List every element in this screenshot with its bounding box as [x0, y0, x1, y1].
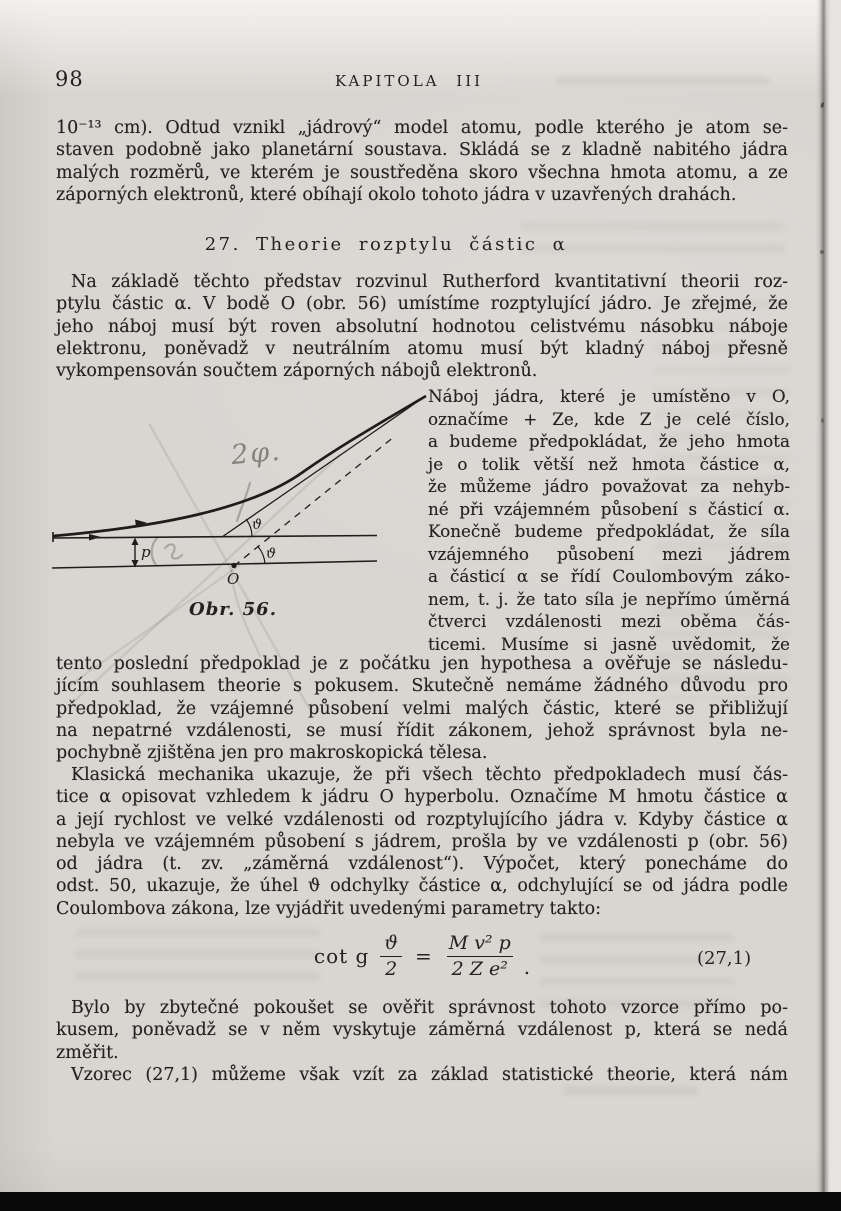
equation-number: (27,1)	[697, 948, 752, 969]
text-line: ticemi. Musíme si jasně uvědomit, že	[428, 634, 790, 655]
text-line: staven podobně jako planetární soustava. Skládá se z kladně nabitého jádra	[56, 140, 788, 161]
impact-parameter-label: p	[141, 543, 151, 561]
paragraph-continued-from-previous-page	[56, 117, 788, 206]
rhs-fraction	[444, 931, 516, 981]
text-line: Klasická mechanika ukazuje, že při všech těchto předpokladech musí čás-	[71, 765, 788, 785]
direction-arrowhead	[89, 534, 101, 541]
text-line: vykompensován součtem záporných nábojů elektronů.	[56, 361, 538, 382]
pencil-parenthesis-mark	[152, 538, 157, 565]
lhs-fraction	[379, 931, 403, 981]
figure-caption: Obr. 56.	[189, 599, 277, 620]
text-line: od jádra (t. zv. „záměrná vzdálenost“). Výpočet, který ponecháme do	[56, 854, 788, 875]
scanner-background-strip	[0, 1192, 841, 1211]
text-line: že můžeme jádro považovat za nehyb-	[428, 476, 790, 497]
text-line: tento poslední předpoklad je z počátku jen hypothesa a ověřuje se následu-	[56, 654, 788, 674]
text-line: jícím souhlasem theorie s pokusem. Skutečně nemáme žádného důvodu pro	[56, 676, 788, 697]
text-line: pochybně zjištěna jen pro makroskopická tělesa.	[56, 743, 488, 764]
page-number: 98	[55, 67, 84, 91]
lhs-numerator: ϑ	[384, 932, 398, 954]
text-line: nem, t. j. že tato síla je nepřímo úměrná	[428, 588, 790, 609]
text-line: Bylo by zbytečné pokoušet se ověřit správnost tohoto vzorce přímo po-	[71, 998, 788, 1018]
page-crease-shadow	[816, 0, 830, 1211]
rhs-denominator: 2 Z e²	[447, 956, 513, 982]
text-line: Náboj jádra, které je umístěno v O,	[428, 386, 790, 406]
text-line: Coulombova zákona, lze vyjádřit uvedenými parametry takto:	[56, 898, 602, 919]
incident-asymptote-line	[53, 536, 377, 539]
text-line: 10⁻¹³ cm). Odtud vznikl „jádrový“ model atomu, podle kterého je atom se-	[56, 118, 788, 138]
text-line: né při vzájemném působení s částicí α.	[428, 498, 790, 519]
text-line: na nepatrné vzdálenosti, se musí řídit zákonem, jehož správnost byla ne-	[56, 721, 788, 742]
text-line: tice α opisovat vzhledem k jádru O hyperbolu. Označíme M hmotu částice α	[56, 787, 788, 808]
text-line: jeho náboj musí být roven absolutní hodnotou celistvému násobku náboje	[56, 316, 788, 337]
text-line: nebyla ve vzájemném působení s jádrem, prošla by ve vzdálenosti p (obr. 56)	[56, 831, 788, 852]
rhs-numerator: M v² p	[448, 932, 511, 954]
origin-label: O	[227, 570, 240, 588]
theta-label-lower: ϑ	[266, 546, 277, 562]
text-line: Vzorec (27,1) můžeme však vzít za základ statistické theorie, která nám	[71, 1065, 788, 1085]
text-line: označíme + Ze, kde Z je celé číslo,	[428, 408, 790, 429]
theta-label-upper: ϑ	[252, 517, 263, 533]
bleed-through-text	[563, 1086, 698, 1108]
paragraph-rutherford-theory	[56, 271, 788, 383]
handwritten-pencil-annotation: 2φ.	[229, 435, 283, 472]
nucleus-point	[231, 563, 236, 568]
text-line: a její rychlost ve velké vzdálenosti od rozptylujícího jádra v. Kdyby částice α	[56, 809, 788, 830]
arrowhead-up	[132, 538, 139, 546]
text-line: čtverci vzdálenosti mezi oběma čás-	[428, 611, 790, 632]
text-line: záporných elektronů, které obíhají okolo tohoto jádra v uzavřených drahách.	[56, 185, 737, 206]
text-line: ptylu částic α. V bodě O (obr. 56) umístíme rozptylující jádro. Je zřejmé, že	[56, 294, 788, 315]
ink-speck	[821, 418, 824, 423]
section-heading: 27. Theorie rozptylu částic α	[204, 234, 568, 255]
text-line: předpoklad, že vzájemné působení velmi malých částic, které se přibližují	[56, 698, 788, 719]
nucleus-reference-line	[52, 561, 377, 568]
paragraph-wrapped-beside-figure	[428, 385, 790, 656]
paragraph-classical-mechanics	[56, 764, 788, 920]
paragraph-statistical-theory	[56, 1064, 788, 1086]
equals-sign: =	[414, 944, 432, 969]
text-line: Konečně budeme předpokládat, že síla	[428, 521, 790, 542]
text-line: kusem, poněvadž se v něm vyskytuje záměrná vzdálenost p, která se nedá	[56, 1020, 788, 1041]
paragraph-hypothesis	[56, 653, 788, 765]
text-line: změřit.	[56, 1042, 119, 1063]
angle-arc-lower	[258, 546, 266, 564]
text-line: Na základě těchto představ rozvinul Rutherford kvantitativní theorii roz-	[71, 272, 788, 292]
lhs-denominator: 2	[380, 956, 402, 982]
text-line: a budeme předpokládat, že jeho hmota	[428, 431, 790, 452]
equation-27-1	[56, 931, 788, 981]
text-line: malých rozměrů, ve kterém je soustředěna skoro všechna hmota atomu, a ze	[56, 162, 788, 183]
running-head: KAPITOLA III	[334, 72, 484, 90]
text-line: a částicí α se řídí Coulombovým záko-	[428, 566, 790, 587]
ink-speck	[820, 250, 824, 254]
text-line: odst. 50, ukazuje, že úhel ϑ odchylky částice α, odchylující se od jádra podle	[56, 876, 788, 897]
text-line: je o tolik větší než hmota částice α,	[428, 453, 790, 474]
text-line: elektronu, poněvadž v neutrálním atomu musí být kladný náboj přesně	[56, 339, 788, 360]
text-line: vzájemného působení mezi jádrem	[428, 543, 790, 564]
formula-period: .	[523, 955, 531, 980]
paragraph-verification	[56, 997, 788, 1064]
pencil-squiggle-mark	[165, 544, 182, 558]
cotangent-function-label: cot g	[313, 944, 370, 969]
